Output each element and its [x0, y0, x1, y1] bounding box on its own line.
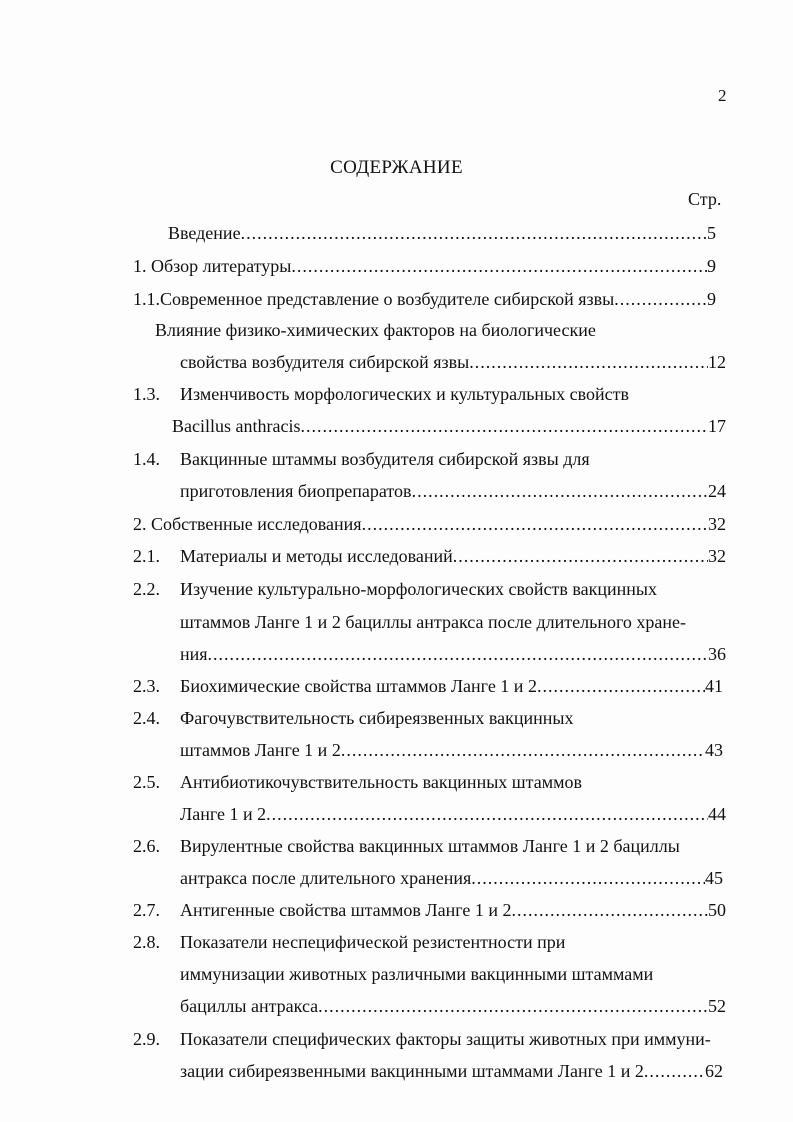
toc-entry-1-2-line1: Влияние физико-химических факторов на биологические: [155, 320, 596, 340]
toc-entry-text: Введение: [168, 223, 241, 243]
toc-entry-text: антракса после длительного хранения: [180, 868, 472, 888]
dot-leader: [471, 867, 705, 889]
toc-entry-text: 1.1.Современное представление о возбудителе сибирской язвы: [133, 289, 615, 309]
page-title: СОДЕРЖАНИЕ: [330, 157, 463, 178]
toc-entry-text: Bacillus anthracis: [172, 416, 301, 436]
toc-entry-2-8: [180, 995, 726, 1017]
toc-page-number: 32: [708, 546, 726, 566]
toc-entry-number: 2.9.: [133, 1029, 160, 1049]
toc-entry-2-6: [180, 867, 723, 889]
toc-entry-2-2-line1: Изучение культурально-морфологических свойств вакцинных: [180, 579, 657, 599]
toc-entry-text: Материалы и методы исследований: [180, 546, 453, 566]
toc-entry-text: приготовления биопрепаратов: [180, 481, 412, 501]
toc-page-number: 12: [708, 352, 726, 372]
toc-entry-introduction: [168, 222, 716, 244]
toc-entry-literature-review: [133, 255, 716, 277]
page-number: 2: [718, 86, 727, 105]
toc-entry-2-2: [180, 643, 726, 665]
toc-entry-2-5-line1: Антибиотикочувствительность вакцинных штаммов: [180, 772, 583, 792]
dot-leader: [241, 222, 707, 244]
toc-entry-2-1: [180, 545, 726, 567]
toc-page-number: 9: [707, 289, 716, 309]
toc-entry-text: ния: [180, 644, 208, 664]
dot-leader: [291, 255, 707, 277]
toc-page-number: 62: [705, 1061, 723, 1081]
toc-entry-2-7: [180, 899, 726, 921]
toc-entry-2-9: [180, 1060, 723, 1082]
toc-entry-own-research: [133, 513, 726, 535]
dot-leader: [469, 351, 708, 373]
toc-page-number: 5: [707, 223, 716, 243]
toc-page-number: 17: [708, 416, 726, 436]
toc-entry-2-4: [180, 739, 723, 761]
dot-leader: [266, 803, 708, 825]
dot-leader: [512, 899, 708, 921]
toc-page-number: 45: [705, 868, 723, 888]
toc-entry-2-8-line2: иммунизации животных различными вакцинными штаммами: [180, 964, 654, 984]
toc-entry-number: 2.4.: [133, 708, 160, 728]
toc-page-number: 50: [708, 900, 726, 920]
toc-entry-text: Антигенные свойства штаммов Ланге 1 и 2: [180, 900, 512, 920]
toc-entry-text: штаммов Ланге 1 и 2: [180, 740, 341, 760]
toc-entry-2-2-line2: штаммов Ланге 1 и 2 бациллы антракса после длительного хране-: [180, 612, 687, 632]
toc-page-number: 41: [705, 676, 723, 696]
toc-entry-number: 2.6.: [133, 836, 160, 856]
dot-leader: [208, 643, 708, 665]
dot-leader: [614, 288, 707, 310]
toc-entry-1-2: [180, 351, 726, 373]
toc-entry-2-5: [180, 803, 726, 825]
toc-page-number: 36: [708, 644, 726, 664]
toc-page-number: 52: [708, 996, 726, 1016]
toc-entry-2-8-line1: Показатели неспецифической резистентности при: [180, 932, 566, 952]
dot-leader: [318, 995, 708, 1017]
dot-leader: [300, 415, 708, 437]
dot-leader: [537, 675, 705, 697]
toc-entry-text: бациллы антракса: [180, 996, 319, 1016]
toc-entry-1-1: [133, 288, 716, 310]
toc-entry-2-6-line1: Вирулентные свойства вакцинных штаммов Ланге 1 и 2 бациллы: [180, 836, 680, 856]
toc-entry-number: 2.5.: [133, 772, 160, 792]
toc-page-number: 43: [705, 740, 723, 760]
toc-entry-text: свойства возбудителя сибирской язвы: [180, 352, 470, 372]
toc-entry-1-3: [172, 415, 726, 437]
toc-entry-number: 1.3.: [133, 384, 160, 404]
dot-leader: [412, 480, 708, 502]
toc-entry-1-4: [180, 480, 726, 502]
toc-page-number: 32: [708, 514, 726, 534]
toc-entry-2-4-line1: Фагочувствительность сибиреязвенных вакцинных: [180, 708, 574, 728]
toc-entry-text: 2. Собственные исследования: [133, 514, 362, 534]
toc-entry-2-3: [180, 675, 723, 697]
dot-leader: [341, 739, 705, 761]
toc-entry-number: 2.1.: [133, 546, 160, 566]
toc-page-number: 24: [708, 481, 726, 501]
toc-entry-1-4-line1: Вакцинные штаммы возбудителя сибирской язвы для: [180, 449, 590, 469]
page-column-label: Стр.: [688, 189, 722, 209]
toc-entry-1-3-line1: Изменчивость морфологических и культуральных свойств: [180, 384, 629, 404]
toc-entry-text: 1. Обзор литературы: [133, 256, 292, 276]
toc-entry-text: зации сибиреязвенными вакцинными штаммами Ланге 1 и 2: [180, 1061, 644, 1081]
toc-page-number: 44: [708, 804, 726, 824]
toc-entry-number: 1.4.: [133, 449, 160, 469]
toc-entry-number: 2.7.: [133, 900, 160, 920]
toc-entry-text: Биохимические свойства штаммов Ланге 1 и 2: [180, 676, 537, 696]
dot-leader: [362, 513, 708, 535]
toc-entry-number: 2.3.: [133, 676, 160, 696]
toc-page-number: 9: [707, 256, 716, 276]
toc-entry-text: Ланге 1 и 2: [180, 804, 267, 824]
toc-entry-number: 2.8.: [133, 932, 160, 952]
dot-leader: [644, 1060, 705, 1082]
dot-leader: [453, 545, 708, 567]
toc-entry-2-9-line1: Показатели специфических факторы защиты животных при иммуни-: [180, 1029, 711, 1049]
toc-entry-number: 2.2.: [133, 579, 160, 599]
